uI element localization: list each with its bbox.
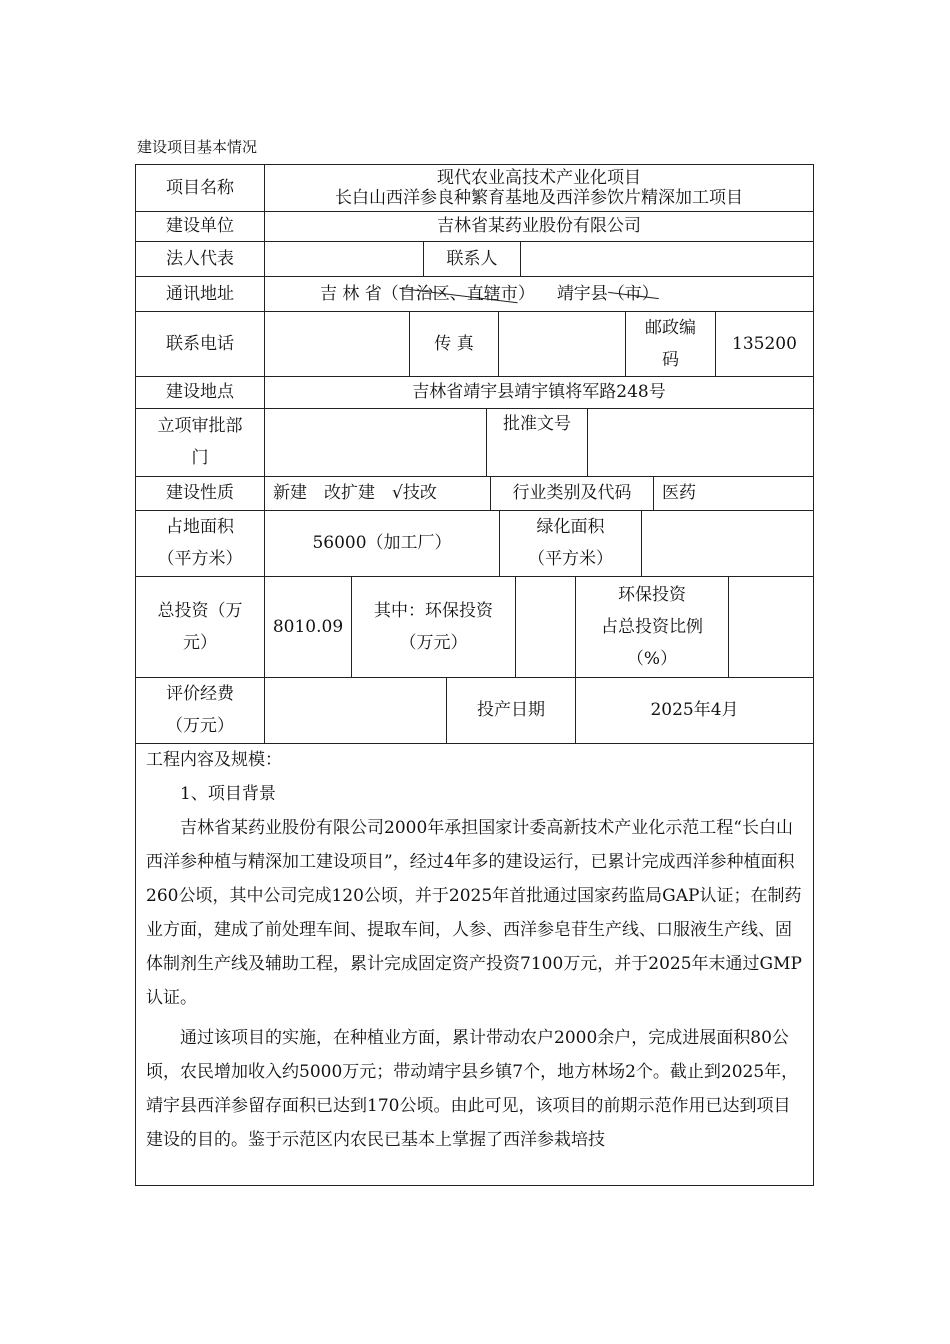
label-approval xyxy=(136,408,265,476)
label-green xyxy=(500,510,642,576)
label-legal: 法人代表 xyxy=(136,241,265,276)
green-label-line2: （平方米） xyxy=(528,549,613,569)
approval-label-line2: 门 xyxy=(191,448,209,468)
label-doc-number: 批准文号 xyxy=(487,408,588,476)
label-env-invest xyxy=(352,576,516,677)
fee-label-line2: （万元） xyxy=(166,716,234,736)
value-env-invest xyxy=(516,576,576,677)
env-invest-line1: 其中：环保投资 xyxy=(374,600,493,621)
label-project-name: 项目名称 xyxy=(136,165,265,211)
invest-label-line2: 元） xyxy=(183,632,217,653)
value-nature: 新建 改扩建 √技改 xyxy=(265,476,491,510)
project-name-line2: 长白山西洋参良种繁育基地及西洋参饮片精深加工项目 xyxy=(335,188,743,208)
area-label-line1: 占地面积 xyxy=(166,517,234,537)
label-zip xyxy=(626,311,716,376)
label-invest xyxy=(136,576,265,677)
label-site: 建设地点 xyxy=(136,376,265,408)
row-phone xyxy=(136,311,813,377)
content-paragraph-2: 通过该项目的实施，在种植业方面，累计带动农户2000余户，完成进展面积80公顷，农民增加收入约5000万元；带动靖宇县乡镇7个，地方林场2个。截止到2025年，靖宇县西洋参留存面积已达到170公顷。由此可见，该项目的前期示范作用已达到项目建设的目的。鉴于示范区内农民已基本上掌握了西洋参栽培技 xyxy=(146,1028,799,1150)
project-name-line1: 现代农业高技术产业化项目 xyxy=(437,168,641,188)
env-ratio-line3: （%） xyxy=(626,648,678,669)
value-env-ratio xyxy=(729,576,813,677)
value-site: 吉林省靖宇县靖宇镇将军路248号 xyxy=(412,382,666,402)
label-nature: 建设性质 xyxy=(136,476,265,510)
value-green xyxy=(642,510,813,576)
row-unit xyxy=(136,211,813,242)
label-address: 通讯地址 xyxy=(136,276,265,311)
value-address xyxy=(265,276,813,311)
value-fax xyxy=(499,311,626,376)
value-legal xyxy=(265,241,424,276)
row-project-name xyxy=(136,165,813,212)
value-contact xyxy=(521,241,813,276)
value-production-date: 2025年4月 xyxy=(650,700,739,720)
content-heading: 工程内容及规模： xyxy=(146,750,282,770)
row-legal xyxy=(136,241,813,277)
env-invest-line2: （万元） xyxy=(399,632,468,653)
value-industry: 医药 xyxy=(662,483,696,503)
invest-label-line1: 总投资（万 xyxy=(157,600,243,621)
label-production-date: 投产日期 xyxy=(447,677,576,743)
label-unit: 建设单位 xyxy=(136,211,265,241)
label-area xyxy=(136,510,265,576)
label-contact: 联系人 xyxy=(424,241,521,276)
address-county: 靖宇县 xyxy=(556,283,608,304)
table-caption: 建设项目基本情况 xyxy=(137,138,258,156)
project-info-table xyxy=(135,164,814,1186)
content-paragraph-1: 吉林省某药业股份有限公司2000年承担国家计委高新技术产业化示范工程“长白山西洋参种植与精深加工建设项目”，经过4年多的建设运行，已累计完成西洋参种植面积260公顷，其中公司完成120公顷，并于2025年首批通过国家药监局GAP认证；在制药业方面，建成了前处理车间、提取车间，人参、西洋参皂苷生产线、口服液生产线、固体制剂生产线及辅助工程，累计完成固定资产投资7100万元，并于2025年末通过GMP认证。 xyxy=(146,818,802,1008)
content-subheading: 1、项目背景 xyxy=(180,784,276,804)
value-project-name xyxy=(265,165,813,211)
value-area: 56000（加工厂） xyxy=(265,510,500,576)
approval-label-line1: 立项审批部 xyxy=(157,416,243,436)
row-invest xyxy=(136,576,813,678)
value-fee xyxy=(265,677,447,743)
label-industry: 行业类别及代码 xyxy=(491,476,654,510)
value-doc-number xyxy=(588,408,813,476)
address-province: 吉 林 省（ xyxy=(320,283,399,304)
value-phone xyxy=(265,311,410,376)
row-area xyxy=(136,510,813,577)
label-fee xyxy=(136,677,265,743)
row-address xyxy=(136,276,813,312)
row-approval xyxy=(136,408,813,477)
env-ratio-line2: 占总投资比例 xyxy=(601,616,703,637)
label-env-ratio xyxy=(576,576,729,677)
project-content-section xyxy=(136,743,813,1157)
area-label-line2: （平方米） xyxy=(157,549,243,569)
env-ratio-line1: 环保投资 xyxy=(618,584,686,605)
zip-label-line2: 码 xyxy=(662,349,679,370)
zip-label-line1: 邮政编 xyxy=(645,317,696,338)
label-phone: 联系电话 xyxy=(136,311,265,376)
address-struck-region: 自治区、直辖市 xyxy=(399,278,518,310)
address-struck-city: （市） xyxy=(608,278,659,310)
row-nature xyxy=(136,476,813,511)
row-fee xyxy=(136,677,813,744)
row-site xyxy=(136,376,813,409)
value-invest: 8010.09 xyxy=(265,576,352,677)
green-label-line1: 绿化面积 xyxy=(536,517,605,537)
address-close: ） xyxy=(517,283,535,304)
label-fax: 传 真 xyxy=(410,311,499,376)
value-unit: 吉林省某药业股份有限公司 xyxy=(437,216,641,236)
value-zip: 135200 xyxy=(732,333,797,354)
fee-label-line1: 评价经费 xyxy=(166,684,234,704)
value-approval xyxy=(265,408,487,476)
